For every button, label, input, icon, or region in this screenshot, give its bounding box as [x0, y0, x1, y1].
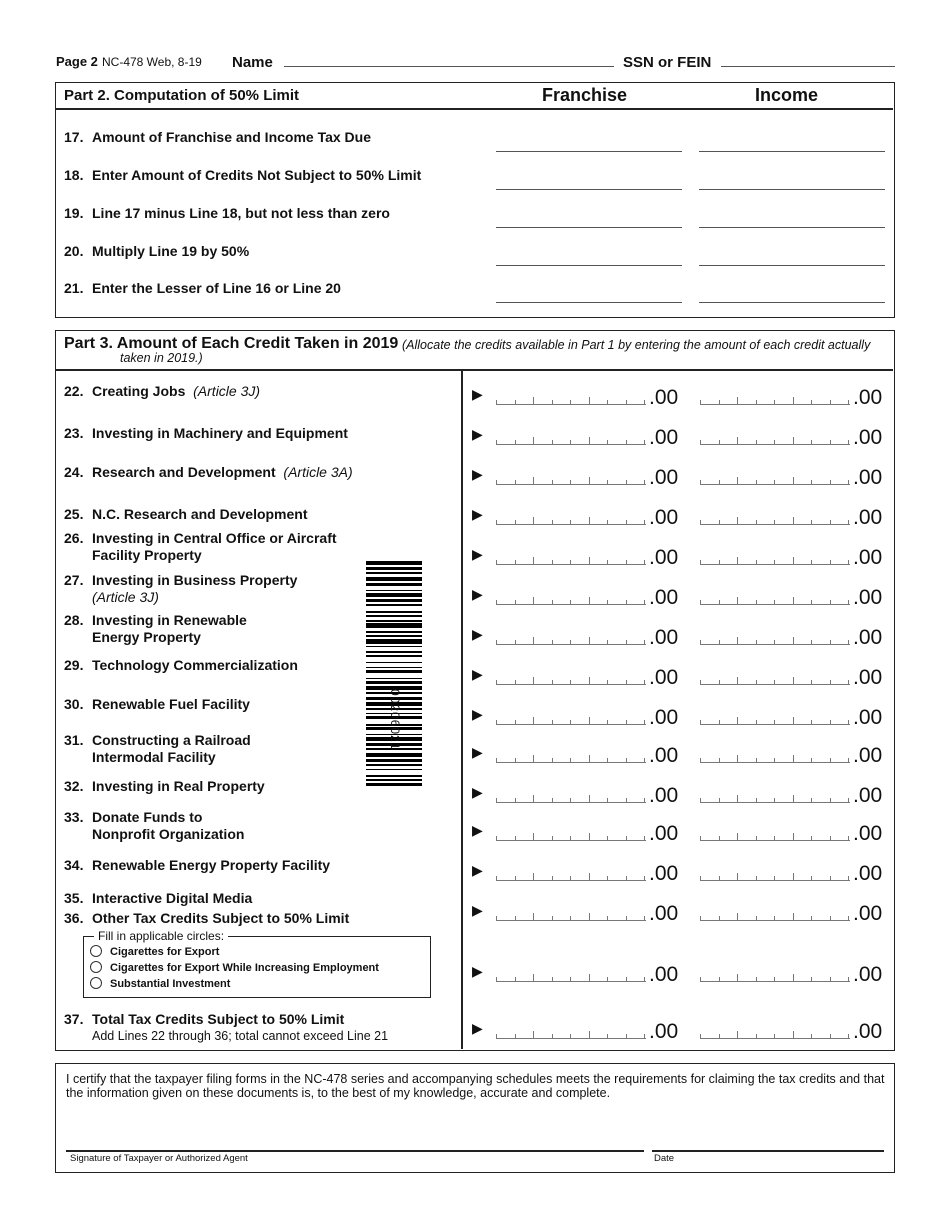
barcode-bar [366, 599, 422, 602]
cents-label: .00 [649, 822, 679, 845]
line-label: Constructing a Railroad [92, 732, 251, 748]
cents-label: .00 [853, 546, 883, 569]
cents-label: .00 [649, 1020, 679, 1043]
col-franchise-header: Franchise [542, 85, 628, 105]
part3-income-amount-input-13[interactable] [700, 913, 850, 921]
cents-label: .00 [853, 963, 883, 986]
line-number: 34. [64, 857, 84, 873]
checkbox-cigarettes-employment[interactable]: Cigarettes for Export While Increasing Employment [90, 961, 379, 974]
part3-line-24 [64, 464, 353, 481]
part2-line-18 [64, 167, 421, 184]
part2-section [55, 82, 895, 318]
barcode-bar [366, 655, 422, 656]
part3-income-amount-input-7[interactable] [700, 677, 850, 685]
part3-income-amount-input-5[interactable] [700, 597, 850, 605]
part3-line-28 [64, 612, 247, 646]
barcode-bar [366, 635, 422, 638]
arrow-icon: ▶ [472, 626, 483, 642]
part3-franchise-amount-input-12[interactable] [496, 873, 646, 881]
cents-label: .00 [649, 706, 679, 729]
arrow-icon: ▶ [472, 466, 483, 482]
barcode-bar [366, 620, 422, 621]
line-number: 28. [64, 612, 84, 628]
line-label: Investing in Renewable [92, 612, 247, 628]
cents-label: .00 [853, 666, 883, 689]
arrow-icon: ▶ [472, 706, 483, 722]
part3-franchise-amount-input-9[interactable] [496, 755, 646, 763]
part3-line-22 [64, 383, 260, 400]
barcode-bar [366, 615, 422, 616]
line-label: Enter the Lesser of Line 16 or Line 20 [92, 280, 341, 296]
part3-franchise-amount-input-7[interactable] [496, 677, 646, 685]
part3-income-amount-input-0[interactable] [700, 397, 850, 405]
line-label: Renewable Energy Property Facility [92, 857, 331, 873]
line-label: Multiply Line 19 by 50% [92, 243, 250, 259]
part3-line-30 [64, 696, 250, 713]
part2-income-input-line-18[interactable] [699, 189, 885, 190]
name-input-line[interactable] [284, 66, 614, 67]
arrow-icon: ▶ [472, 744, 483, 760]
barcode-bar [366, 590, 422, 591]
barcode-bar [366, 769, 422, 770]
part3-line-33 [64, 809, 244, 843]
line-label: Investing in Business Property [92, 572, 298, 588]
cents-label: .00 [649, 784, 679, 807]
line-label: Investing in Real Property [92, 778, 265, 794]
ssn-input-line[interactable] [721, 66, 895, 67]
cents-label: .00 [649, 546, 679, 569]
part3-franchise-amount-input-13[interactable] [496, 913, 646, 921]
cents-label: .00 [649, 902, 679, 925]
part3-income-amount-input-1[interactable] [700, 437, 850, 445]
line-article: (Article 3J) [193, 383, 261, 399]
barcode-bar [366, 764, 422, 765]
barcode-bar [366, 611, 422, 614]
line-number: 18. [64, 167, 84, 183]
arrow-icon: ▶ [472, 784, 483, 800]
line-label: Interactive Digital Media [92, 890, 253, 906]
cents-label: .00 [853, 822, 883, 845]
line-number: 23. [64, 425, 84, 441]
line-number: 21. [64, 280, 84, 296]
part3-line-29 [64, 657, 298, 674]
cents-label: .00 [853, 902, 883, 925]
part3-income-amount-input-8[interactable] [700, 717, 850, 725]
part2-line-20 [64, 243, 249, 260]
part2-income-input-line-17[interactable] [699, 151, 885, 152]
line-label: Donate Funds to [92, 809, 203, 825]
arrow-icon: ▶ [472, 586, 483, 602]
cents-label: .00 [649, 862, 679, 885]
part3-line-34 [64, 857, 330, 874]
line-label-2: Facility Property [92, 547, 202, 563]
cents-label: .00 [853, 466, 883, 489]
cents-label: .00 [853, 784, 883, 807]
part3-income-amount-input-2[interactable] [700, 477, 850, 485]
page-header [56, 54, 896, 74]
line-label-2: Energy Property [92, 629, 201, 645]
checkbox-cigarettes-export[interactable]: Cigarettes for Export [90, 945, 219, 958]
barcode-bar [366, 783, 422, 786]
line-number: 27. [64, 572, 84, 588]
part2-line-21 [64, 280, 341, 297]
radio-icon[interactable] [90, 945, 102, 957]
part3-income-amount-input-3[interactable] [700, 517, 850, 525]
barcode-bar [366, 670, 422, 673]
barcode-bar [366, 577, 422, 581]
barcode-bar [366, 779, 422, 782]
part3-income-amount-input-4[interactable] [700, 557, 850, 565]
barcode-bar [366, 583, 422, 586]
line-number: 30. [64, 696, 84, 712]
arrow-icon: ▶ [472, 386, 483, 402]
date-line[interactable] [652, 1150, 884, 1152]
barcode-bar [366, 639, 422, 643]
line-article: (Article 3J) [92, 589, 159, 605]
barcode-bar [366, 753, 422, 757]
part3-income-amount-input-12[interactable] [700, 873, 850, 881]
line-number: 33. [64, 809, 84, 825]
part3-line-32 [64, 778, 265, 795]
line-number: 24. [64, 464, 84, 480]
line-label: Amount of Franchise and Income Tax Due [92, 129, 372, 145]
part3-section [55, 330, 895, 1051]
cents-label: .00 [853, 1020, 883, 1043]
barcode-bar [366, 651, 422, 654]
cents-label: .00 [649, 426, 679, 449]
barcode-bar [366, 604, 422, 605]
line-number: 36. [64, 910, 84, 926]
line-label: Enter Amount of Credits Not Subject to 50% Limit [92, 167, 422, 183]
barcode-bar [366, 681, 422, 684]
part3-income-amount-input-6[interactable] [700, 637, 850, 645]
arrow-icon: ▶ [472, 426, 483, 442]
line-label-2: Add Lines 22 through 36; total cannot exceed Line 21 [92, 1029, 389, 1043]
part3-income-amount-input-15[interactable] [700, 1031, 850, 1039]
part2-line-19 [64, 205, 390, 222]
col-income-header: Income [755, 85, 819, 105]
part2-income-input-line-20[interactable] [699, 265, 885, 266]
barcode-bar [366, 623, 422, 627]
part2-franchise-input-line-17[interactable] [496, 151, 682, 152]
cents-label: .00 [853, 506, 883, 529]
line-number: 32. [64, 778, 84, 794]
line-label: Technology Commercialization [92, 657, 298, 673]
cents-label: .00 [853, 426, 883, 449]
arrow-icon: ▶ [472, 963, 483, 979]
line-label: Line 17 minus Line 18, but not less than zero [92, 205, 390, 221]
line-label-2: Nonprofit Organization [92, 826, 245, 842]
part3-column-divider [461, 369, 463, 1049]
part3-line-23 [64, 425, 348, 442]
arrow-icon: ▶ [472, 1020, 483, 1036]
part3-franchise-amount-input-15[interactable] [496, 1031, 646, 1039]
cents-label: .00 [853, 586, 883, 609]
part3-franchise-amount-input-0[interactable] [496, 397, 646, 405]
part2-title: Part 2. Computation of 50% Limit [64, 87, 300, 104]
part3-franchise-amount-input-1[interactable] [496, 437, 646, 445]
cents-label: .00 [853, 706, 883, 729]
part3-header-rule [56, 369, 893, 371]
barcode-bar [366, 662, 422, 663]
radio-icon[interactable] [90, 961, 102, 973]
barcode-bar [366, 593, 422, 597]
part2-income-input-line-19[interactable] [699, 227, 885, 228]
line-number: 22. [64, 383, 84, 399]
barcode-bar [366, 775, 422, 776]
certify-text: I certify that the taxpayer filing forms in the NC-478 series and accompanying schedules meets the requirements for claiming the tax credits and that the information given on these documents is, to the best of my knowledge, accurate and complete. [66, 1072, 885, 1100]
line-label: Investing in Central Office or Aircraft [92, 530, 337, 546]
signature-line[interactable] [66, 1150, 644, 1152]
part3-line-25 [64, 506, 308, 523]
part3-note-2: taken in 2019.) [120, 351, 203, 365]
part2-franchise-input-line-19[interactable] [496, 227, 682, 228]
part3-franchise-amount-input-4[interactable] [496, 557, 646, 565]
part3-franchise-amount-input-3[interactable] [496, 517, 646, 525]
barcode-bar [366, 678, 422, 679]
line-number: 37. [64, 1011, 84, 1027]
barcode-bar [366, 561, 422, 565]
date-label: Date [654, 1153, 675, 1164]
cents-label: .00 [649, 626, 679, 649]
line-label: Investing in Machinery and Equipment [92, 425, 348, 441]
signature-label: Signature of Taxpayer or Authorized Agent [70, 1153, 248, 1164]
part3-franchise-amount-input-6[interactable] [496, 637, 646, 645]
line-number: 17. [64, 129, 84, 145]
checkbox-substantial-investment[interactable]: Substantial Investment [90, 977, 230, 990]
part3-franchise-amount-input-11[interactable] [496, 833, 646, 841]
barcode-bar [366, 631, 422, 632]
line-label: Creating Jobs [92, 383, 186, 399]
arrow-icon: ▶ [472, 862, 483, 878]
cents-label: .00 [649, 963, 679, 986]
line-number: 19. [64, 205, 84, 221]
part3-title: Part 3. Amount of Each Credit Taken in 2019 [64, 335, 399, 352]
line-label: Other Tax Credits Subject to 50% Limit [92, 910, 350, 926]
cents-label: .00 [649, 666, 679, 689]
part2-franchise-input-line-18[interactable] [496, 189, 682, 190]
line-number: 25. [64, 506, 84, 522]
part3-franchise-amount-input-8[interactable] [496, 717, 646, 725]
part3-line-26 [64, 530, 337, 564]
cents-label: .00 [649, 506, 679, 529]
name-label: Name [232, 54, 273, 71]
arrow-icon: ▶ [472, 546, 483, 562]
page-label: Page 2 [56, 54, 98, 69]
part3-income-amount-input-11[interactable] [700, 833, 850, 841]
part3-income-amount-input-9[interactable] [700, 755, 850, 763]
part3-income-amount-input-line36[interactable] [700, 974, 850, 982]
line-number: 31. [64, 732, 84, 748]
part2-line-17 [64, 129, 371, 146]
part3-franchise-amount-input-2[interactable] [496, 477, 646, 485]
barcode-bar [366, 759, 422, 762]
fill-in-label: Fill in applicable circles: [94, 929, 228, 943]
part3-line-36 [64, 910, 349, 927]
part3-line-35 [64, 890, 252, 907]
part3-franchise-amount-input-10[interactable] [496, 795, 646, 803]
line-label: N.C. Research and Development [92, 506, 308, 522]
line-label: Total Tax Credits Subject to 50% Limit [92, 1011, 345, 1027]
part3-line-27 [64, 572, 297, 606]
cents-label: .00 [853, 862, 883, 885]
part3-franchise-amount-input-line36[interactable] [496, 974, 646, 982]
barcode-bar [366, 646, 422, 647]
cents-label: .00 [853, 626, 883, 649]
part3-line-37 [64, 1011, 388, 1045]
arrow-icon: ▶ [472, 902, 483, 918]
barcode-number: 00206021 [388, 689, 402, 751]
part3-note-1: (Allocate the credits available in Part 1 by entering the amount of each credit actually [402, 338, 871, 352]
cents-label: .00 [649, 466, 679, 489]
line-number: 35. [64, 890, 84, 906]
cents-label: .00 [649, 586, 679, 609]
cents-label: .00 [853, 386, 883, 409]
cents-label: .00 [649, 386, 679, 409]
arrow-icon: ▶ [472, 666, 483, 682]
cents-label: .00 [853, 744, 883, 767]
part2-franchise-input-line-20[interactable] [496, 265, 682, 266]
barcode-bar [366, 572, 422, 573]
certification-section [55, 1063, 895, 1173]
part2-header-rule [56, 108, 893, 110]
form-id: NC-478 Web, 8-19 [102, 55, 202, 69]
part3-income-amount-input-10[interactable] [700, 795, 850, 803]
line-number: 29. [64, 657, 84, 673]
line-article: (Article 3A) [283, 464, 353, 480]
part2-income-input-line-21[interactable] [699, 302, 885, 303]
ssn-label: SSN or FEIN [623, 54, 712, 71]
arrow-icon: ▶ [472, 822, 483, 838]
cents-label: .00 [649, 744, 679, 767]
barcode-bar [366, 567, 422, 570]
arrow-icon: ▶ [472, 506, 483, 522]
line-number: 20. [64, 243, 84, 259]
line-label: Research and Development [92, 464, 276, 480]
line-label: Renewable Fuel Facility [92, 696, 250, 712]
part3-franchise-amount-input-5[interactable] [496, 597, 646, 605]
part3-line-31 [64, 732, 251, 766]
part2-franchise-input-line-21[interactable] [496, 302, 682, 303]
line-label-2: Intermodal Facility [92, 749, 216, 765]
line-number: 26. [64, 530, 84, 546]
radio-icon[interactable] [90, 977, 102, 989]
barcode-bar [366, 667, 422, 668]
